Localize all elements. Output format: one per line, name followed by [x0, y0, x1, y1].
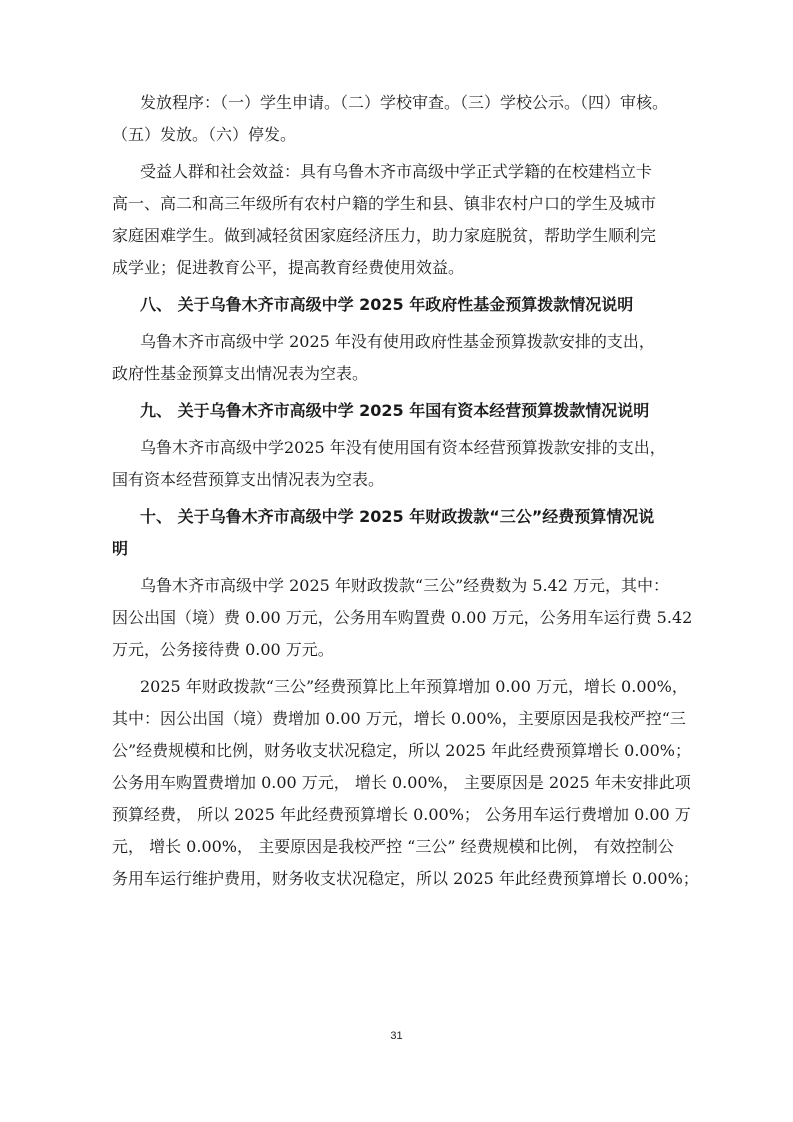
text-line: 预算经费， 所以 2025 年此经费预算增长 0.00%； 公务用车运行费增加 0.00 万 — [112, 805, 691, 824]
text-line: 受益人群和社会效益：具有乌鲁木齐市高级中学正式学籍的在校建档立卡 — [140, 162, 653, 181]
section-heading: 九、 关于乌鲁木齐市高级中学 2025 年国有资本经营预算拨款情况说明 — [140, 401, 650, 420]
text-line: 万元，公务接待费 0.00 万元。 — [112, 640, 334, 659]
paragraph-beneficiaries — [112, 156, 706, 284]
section-heading: 八、 关于乌鲁木齐市高级中学 2025 年政府性基金预算拨款情况说明 — [140, 295, 634, 314]
section-heading-continued: 明 — [112, 539, 129, 558]
text-line: 其中：因公出国（境）费增加 0.00 万元，增长 0.00%，主要原因是我校严控“三 — [112, 709, 686, 728]
section-ten — [112, 501, 706, 666]
text-line: 因公出国（境）费 0.00 万元，公务用车购置费 0.00 万元，公务用车运行费 5.42 — [112, 608, 693, 627]
text-line: 家庭困难学生。做到减轻贫困家庭经济压力，助力家庭脱贫，帮助学生顺利完 — [112, 226, 657, 245]
section-heading: 十、 关于乌鲁木齐市高级中学 2025 年财政拨款“三公”经费预算情况说 — [140, 507, 655, 526]
text-line: 发放程序：（一）学生申请。（二）学校审查。（三）学校公示。（四）审核。 — [140, 93, 669, 112]
text-line: 2025 年财政拨款“三公”经费预算比上年预算增加 0.00 万元，增长 0.00%， — [140, 677, 688, 696]
text-line: 乌鲁木齐市高级中学 2025 年没有使用政府性基金预算拨款安排的支出， — [140, 332, 655, 351]
page-number: 31 — [390, 1030, 403, 1042]
text-line: 政府性基金预算支出情况表为空表。 — [112, 364, 369, 383]
paragraph-distribution-procedure — [112, 87, 706, 151]
text-line: （五）发放。（六）停发。 — [112, 125, 297, 144]
text-line: 乌鲁木齐市高级中学2025 年没有使用国有资本经营预算拨款安排的支出， — [140, 438, 666, 457]
text-line: 成学业；促进教育公平，提高教育经费使用效益。 — [112, 258, 465, 277]
text-line: 务用车运行维护费用，财务收支状况稳定，所以 2025 年此经费预算增长 0.00%； — [112, 869, 699, 888]
paragraph-budget-comparison — [112, 671, 706, 895]
section-nine — [112, 395, 706, 496]
text-line: 高一、高二和高三年级所有农村户籍的学生和县、镇非农村户口的学生及城市 — [112, 194, 657, 213]
text-line: 元， 增长 0.00%， 主要原因是我校严控 “三公” 经费规模和比例， 有效控制公 — [112, 837, 674, 856]
text-line: 乌鲁木齐市高级中学 2025 年财政拨款“三公”经费数为 5.42 万元，其中： — [140, 576, 670, 595]
text-line: 国有资本经营预算支出情况表为空表。 — [112, 470, 385, 489]
text-line: 公”经费规模和比例，财务收支状况稳定，所以 2025 年此经费预算增长 0.00%； — [112, 741, 691, 760]
document-body — [112, 87, 706, 895]
text-line: 公务用车购置费增加 0.00 万元， 增长 0.00%， 主要原因是 2025 年未安排此项 — [112, 773, 691, 792]
section-eight — [112, 289, 706, 390]
